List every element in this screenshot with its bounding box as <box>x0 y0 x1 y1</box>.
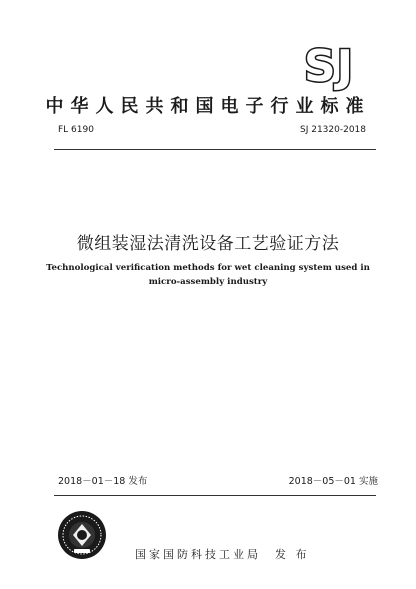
issue-date: 2018－01－18 发布 <box>58 476 148 487</box>
implementation-date: 2018－05－01 实施 <box>288 476 378 487</box>
document-title-en-line1: Technological verification methods for wet cleaning system used in <box>46 263 370 273</box>
sj-logo: SJ <box>303 41 355 92</box>
publisher: 国家国防科技工业局 发 布 <box>135 548 310 561</box>
classification-code: FL 6190 <box>58 125 94 135</box>
header-divider <box>54 149 376 150</box>
document-title-cn: 微组装湿法清洗设备工艺验证方法 <box>76 234 340 254</box>
publisher-seal-icon <box>57 510 107 560</box>
document-title-en-line2: micro-assembly industry <box>148 277 268 287</box>
standard-number: SJ 21320-2018 <box>299 125 366 135</box>
footer-divider <box>54 495 376 496</box>
standard-category-title: 中华人民共和国电子行业标准 <box>45 96 371 117</box>
document-title-en <box>0 261 416 289</box>
